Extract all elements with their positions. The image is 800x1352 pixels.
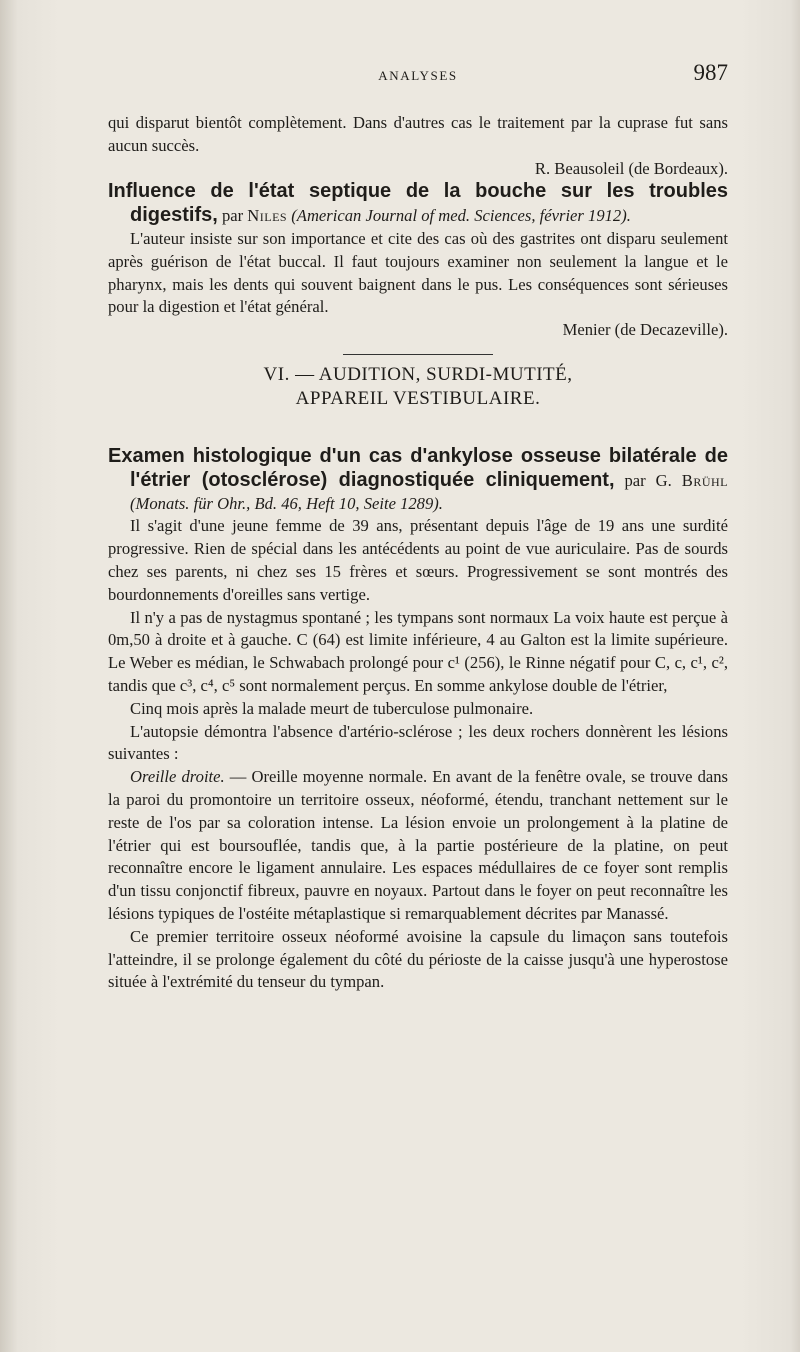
paragraph: Cinq mois après la malade meurt de tuberculose pulmonaire.: [130, 698, 534, 718]
running-head: ANALYSES: [378, 68, 458, 83]
page-header: [108, 56, 728, 92]
section-heading: [108, 363, 728, 411]
signature: R. Beausoleil (de Bordeaux).: [534, 158, 728, 178]
byline-prefix: par G.: [624, 470, 682, 490]
article-heading: [108, 180, 728, 228]
section-line: VI. — AUDITION, SURDI-MUTITÉ,: [263, 363, 573, 385]
paragraph: Il s'agit d'une jeune femme de 39 ans, présentant depuis l'âge de 19 ans une surdité progressive. Rien de spécial dans les antécédents au point de vue auriculaire. Pas de sourds chez ses parents, ni chez ses 15 frères et sœurs. Progressivement se sont montrés des bourdonnements d'oreilles sans vertige.: [108, 516, 728, 604]
subheading: Oreille droite.: [130, 767, 225, 787]
paragraph: [108, 766, 728, 926]
author: Brühl: [681, 470, 728, 490]
byline-prefix: par: [221, 206, 248, 226]
article-heading: [108, 445, 728, 515]
paragraph: L'auteur insiste sur son importance et cite des cas où des gastrites ont disparu seulement après guérison de l'état buccal. Il faut toujours examiner non seulement la langue et le pharynx, mais les dents qui souvent baignent dans le pus. Les conséquences sont sérieuses pour la digestion et l'état général.: [108, 228, 728, 317]
section-line: APPAREIL VESTIBULAIRE.: [295, 387, 541, 409]
source: (American Journal of med. Sciences, février 1912).: [291, 206, 631, 226]
paragraph: Il n'y a pas de nystagmus spontané ; les tympans sont normaux La voix haute est perçue à 0m,50 à droite et à gauche. C (64) est limite inférieure, 4 au Galton est la limite supérieure. Le Weber es médian, le Schwabach prolongé pour c¹ (256), le Rinne négatif pour C, c, c¹, c², tandis que c³, c⁴, c⁵ sont normalement perçus. En somme ankylose double de l'étrier,: [108, 607, 728, 695]
author: Niles: [247, 206, 288, 226]
signature: Menier (de Decazeville).: [562, 320, 728, 340]
paragraph-text: — Oreille moyenne normale. En avant de la fenêtre ovale, se trouve dans la paroi du promontoire un territoire osseux, néoformé, étendu, tranchant nettement sur le reste de l'os par sa coloration intense. La lésion envoie un prolongement à la platine de l'étrier qui est boursouflée, tandis que, à la partie postérieure de la platine, on peut reconnaître encore le ligament annulaire. Les espaces médullaires de ce foyer sont remplis d'un tissu conjonctif fibreux, pauvre en noyaux. Partout dans le foyer on peut reconnaître les lésions typiques de l'ostéite métaplastique si remarquablement décrites par Manassé.: [108, 767, 728, 923]
page-number: 987: [693, 60, 728, 85]
text-column: [108, 112, 728, 994]
paragraph: qui disparut bientôt complètement. Dans d'autres cas le traitement par la cuprase fut sans aucun succès.: [108, 113, 728, 155]
article-title: Examen histologique d'un cas d'ankylose osseuse bilatérale de l'étrier (otosclérose) diagnostiquée cliniquement,: [108, 444, 728, 491]
paragraph: L'autopsie démontra l'absence d'artério-sclérose ; les deux rochers donnèrent les lésions suivantes :: [108, 721, 728, 764]
spacer: [108, 411, 728, 445]
article-title: Influence de l'état septique de la bouche sur les troubles digestifs,: [108, 180, 728, 227]
section-rule: [343, 354, 493, 355]
source: (Monats. für Ohr., Bd. 46, Heft 10, Seite 1289).: [130, 493, 443, 513]
paragraph: Ce premier territoire osseux néoformé avoisine la capsule du limaçon sans toutefois l'atteindre, il se prolonge également du côté du périoste de la caisse jusqu'à une hyperostose située à l'extrémité du tenseur du tympan.: [108, 926, 728, 992]
